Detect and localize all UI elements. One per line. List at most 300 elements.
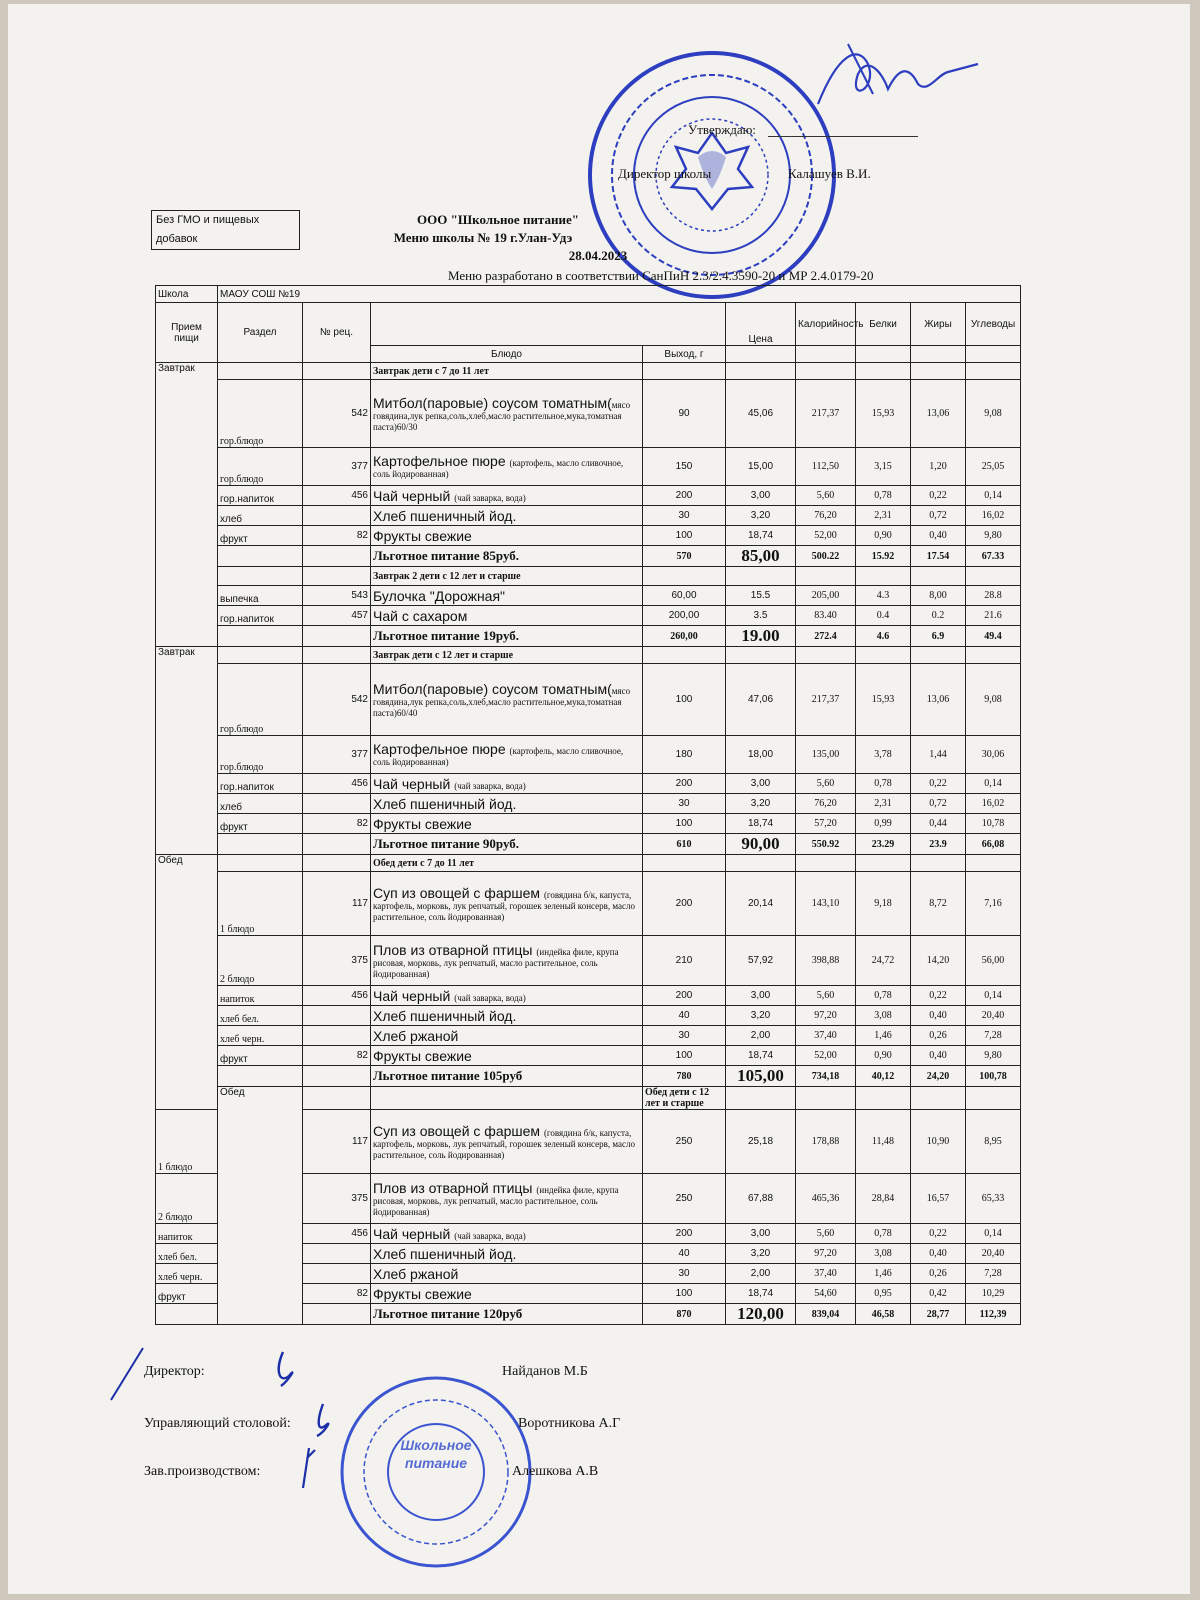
- dish-name: Митбол(паровые) соусом томатным(: [373, 394, 612, 411]
- group-title: Завтрак 2 дети с 12 лет и старше: [371, 567, 643, 586]
- sig-director-name: Найданов М.Б: [502, 1364, 588, 1379]
- carbs-cell: 112,39: [966, 1304, 1021, 1325]
- group-title: Обед дети с 7 до 11 лет: [371, 855, 643, 872]
- carbs-cell: 20,40: [966, 1006, 1021, 1026]
- fat-cell: 8,72: [911, 872, 966, 936]
- dish-cell: [371, 936, 643, 986]
- protein-cell: 15,93: [856, 380, 911, 448]
- section-cell: гор.блюдо: [218, 448, 303, 486]
- fat-cell: 0,40: [911, 1006, 966, 1026]
- output-cell: 570: [643, 546, 726, 567]
- dish-cell: [371, 606, 643, 626]
- dish-ingredients: (говядина б/к, капуста, картофель, морковь, лук репчатый, горошек зеленый консерв, масло растительное, соль йодированная): [373, 889, 635, 922]
- table-row: [156, 586, 1021, 606]
- stamp-text: Школьное питание: [400, 1437, 472, 1471]
- table-row: [156, 794, 1021, 814]
- carbs-cell: 7,28: [966, 1264, 1021, 1284]
- recipe-cell: [303, 834, 371, 855]
- output-cell: 150: [643, 448, 726, 486]
- dish-cell: [371, 1244, 643, 1264]
- group-title: Завтрак дети с 7 до 11 лет: [371, 363, 643, 380]
- calories-cell: 76,20: [796, 506, 856, 526]
- output-cell: 780: [643, 1066, 726, 1087]
- output-cell: 60,00: [643, 586, 726, 606]
- calories-cell: 37,40: [796, 1026, 856, 1046]
- total-row: [156, 546, 1021, 567]
- dish-name: Плов из отварной птицы: [373, 1179, 537, 1196]
- table-row: [156, 986, 1021, 1006]
- calories-cell: 465,36: [796, 1174, 856, 1224]
- carbs-cell: 20,40: [966, 1244, 1021, 1264]
- table-row: [156, 814, 1021, 834]
- protein-cell: 23.29: [856, 834, 911, 855]
- carbs-cell: 16,02: [966, 506, 1021, 526]
- calories-cell: 5,60: [796, 1224, 856, 1244]
- recipe-cell: [303, 1006, 371, 1026]
- table-row: [156, 1006, 1021, 1026]
- dish-name: Чай черный: [373, 775, 455, 792]
- price-cell: 19.00: [726, 626, 796, 647]
- recipe-cell: 456: [303, 774, 371, 794]
- protein-cell: 3,08: [856, 1006, 911, 1026]
- recipe-cell: [303, 1304, 371, 1325]
- dish-cell: [371, 872, 643, 936]
- sig-prod-name: Алешкова А.В: [512, 1464, 599, 1479]
- dish-cell: [371, 1026, 643, 1046]
- carbs-cell: 28.8: [966, 586, 1021, 606]
- calories-cell: 97,20: [796, 1006, 856, 1026]
- signature-marks-icon: [103, 1340, 363, 1500]
- recipe-cell: [303, 1244, 371, 1264]
- carbs-cell: 9,08: [966, 664, 1021, 736]
- fat-cell: 24,20: [911, 1066, 966, 1087]
- dish-cell: [371, 1046, 643, 1066]
- dish-cell: [371, 986, 643, 1006]
- carbs-cell: 10,78: [966, 814, 1021, 834]
- menu-date: 28.04.2023: [568, 248, 628, 263]
- table-row: [156, 380, 1021, 448]
- menu-title: Меню школы № 19 г.Улан-Удэ: [393, 230, 573, 245]
- director-title: Директор школы: [618, 166, 712, 181]
- fat-cell: 16,57: [911, 1174, 966, 1224]
- output-cell: 870: [643, 1304, 726, 1325]
- section-cell: 1 блюдо: [156, 1110, 218, 1174]
- section-cell: 1 блюдо: [218, 872, 303, 936]
- price-cell: 3,20: [726, 794, 796, 814]
- protein-cell: 0,95: [856, 1284, 911, 1304]
- price-cell: 57,92: [726, 936, 796, 986]
- no-gmo-badge: Без ГМО и пищевых добавок: [151, 210, 300, 250]
- protein-cell: 15,93: [856, 664, 911, 736]
- price-cell: 120,00: [726, 1304, 796, 1325]
- group-title: Завтрак дети с 12 лет и старше: [371, 647, 643, 664]
- price-cell: 3,00: [726, 486, 796, 506]
- dish-ingredients: (чай заварка, вода): [454, 992, 526, 1003]
- protein-cell: 0.4: [856, 606, 911, 626]
- fat-cell: 0,72: [911, 794, 966, 814]
- output-cell: 100: [643, 1284, 726, 1304]
- company-stamp-icon: [338, 1374, 534, 1570]
- fat-cell: 1,20: [911, 448, 966, 486]
- recipe-cell: [303, 546, 371, 567]
- protein-cell: 3,78: [856, 736, 911, 774]
- recipe-cell: 82: [303, 526, 371, 546]
- price-cell: 3,20: [726, 1006, 796, 1026]
- table-row: [156, 506, 1021, 526]
- price-cell: 105,00: [726, 1066, 796, 1087]
- calories-cell: 734,18: [796, 1066, 856, 1087]
- output-cell: 30: [643, 1264, 726, 1284]
- table-row: [156, 664, 1021, 736]
- calories-cell: 52,00: [796, 1046, 856, 1066]
- school-label: Школа: [156, 286, 218, 303]
- total-row: [156, 626, 1021, 647]
- fat-cell: 28,77: [911, 1304, 966, 1325]
- section-cell: гор.напиток: [218, 486, 303, 506]
- calories-cell: 57,20: [796, 814, 856, 834]
- section-cell: выпечка: [218, 586, 303, 606]
- section-cell: гор.блюдо: [218, 664, 303, 736]
- dish-name: Фрукты свежие: [373, 815, 472, 832]
- dish-ingredients: (чай заварка, вода): [454, 492, 526, 503]
- calories-cell: 205,00: [796, 586, 856, 606]
- total-row: [156, 834, 1021, 855]
- protein-cell: 0,78: [856, 774, 911, 794]
- price-cell: 67,88: [726, 1174, 796, 1224]
- dish-ingredients: мясо говядина,лук репка,соль,хлеб,масло растительное,мука,томатная паста)60/40: [373, 685, 631, 718]
- fat-cell: 23.9: [911, 834, 966, 855]
- total-label: Льготное питание 85руб.: [371, 546, 643, 567]
- dish-name: Фрукты свежие: [373, 527, 472, 544]
- fat-cell: 0,22: [911, 1224, 966, 1244]
- output-cell: 100: [643, 664, 726, 736]
- fat-cell: 0,40: [911, 1046, 966, 1066]
- fat-cell: 0,26: [911, 1026, 966, 1046]
- school-name: МАОУ СОШ №19: [218, 286, 1021, 303]
- carbs-cell: 100,78: [966, 1066, 1021, 1087]
- calories-cell: 135,00: [796, 736, 856, 774]
- total-label: Льготное питание 90руб.: [371, 834, 643, 855]
- meal-breakfast-1: Завтрак: [156, 363, 218, 647]
- col-carbs: Углеводы: [966, 303, 1021, 346]
- recipe-cell: [303, 1026, 371, 1046]
- dish-name: Митбол(паровые) соусом томатным(: [373, 680, 612, 697]
- dish-cell: [371, 1174, 643, 1224]
- dish-ingredients: (говядина б/к, капуста, картофель, морковь, лук репчатый, горошек зеленый консерв, масло растительное, соль йодированная): [373, 1127, 635, 1160]
- price-cell: 2,00: [726, 1264, 796, 1284]
- section-cell: гор.блюдо: [218, 736, 303, 774]
- calories-cell: 97,20: [796, 1244, 856, 1264]
- price-cell: 3.5: [726, 606, 796, 626]
- protein-cell: 2,31: [856, 794, 911, 814]
- section-cell: фрукт: [218, 814, 303, 834]
- protein-cell: 3,08: [856, 1244, 911, 1264]
- fat-cell: 0,40: [911, 526, 966, 546]
- fat-cell: 0,22: [911, 986, 966, 1006]
- recipe-cell: 82: [303, 814, 371, 834]
- dish-name: Картофельное пюре: [373, 453, 510, 469]
- price-cell: 45,06: [726, 380, 796, 448]
- output-cell: 40: [643, 1006, 726, 1026]
- col-section: Раздел: [218, 303, 303, 363]
- section-cell: хлеб черн.: [218, 1026, 303, 1046]
- menu-table: [155, 285, 1021, 1325]
- calories-cell: 54,60: [796, 1284, 856, 1304]
- price-cell: 18,74: [726, 814, 796, 834]
- dish-cell: [371, 448, 643, 486]
- calories-cell: 37,40: [796, 1264, 856, 1284]
- dish-name: Чай черный: [373, 487, 455, 504]
- table-row: [156, 526, 1021, 546]
- protein-cell: 24,72: [856, 936, 911, 986]
- section-cell: фрукт: [218, 1046, 303, 1066]
- protein-cell: 3,15: [856, 448, 911, 486]
- table-row: [156, 486, 1021, 506]
- dish-ingredients: мясо говядина,лук репка,соль,хлеб,масло растительное,мука,томатная паста)60/30: [373, 399, 631, 432]
- document-page: [8, 4, 1190, 1594]
- dish-cell: [371, 1284, 643, 1304]
- fat-cell: 0,40: [911, 1244, 966, 1264]
- dish-cell: [371, 736, 643, 774]
- calories-cell: 5,60: [796, 774, 856, 794]
- fat-cell: 10,90: [911, 1110, 966, 1174]
- dish-ingredients: (картофель, масло сливочное, соль йодированная): [373, 458, 624, 479]
- dish-ingredients: (чай заварка, вода): [454, 780, 526, 791]
- recipe-cell: [303, 506, 371, 526]
- approve-label: Утверждаю:: [688, 122, 756, 137]
- carbs-cell: 0,14: [966, 1224, 1021, 1244]
- carbs-cell: 9,80: [966, 1046, 1021, 1066]
- calories-cell: 272.4: [796, 626, 856, 647]
- output-cell: 40: [643, 1244, 726, 1264]
- section-cell: фрукт: [218, 526, 303, 546]
- sig-manager-label: Управляющий столовой:: [144, 1416, 291, 1431]
- section-cell: напиток: [156, 1224, 218, 1244]
- calories-cell: 178,88: [796, 1110, 856, 1174]
- price-cell: 18,74: [726, 1046, 796, 1066]
- director-signature-icon: [788, 34, 988, 124]
- group-title: Обед дети с 12 лет и старше: [643, 1087, 726, 1110]
- dish-cell: [371, 794, 643, 814]
- output-cell: 180: [643, 736, 726, 774]
- table-row: [156, 448, 1021, 486]
- calories-cell: 839,04: [796, 1304, 856, 1325]
- dish-name: Хлеб пшеничный йод.: [373, 507, 517, 524]
- director-name: Калашуев В.И.: [788, 166, 871, 181]
- dish-cell: [371, 1110, 643, 1174]
- carbs-cell: 8,95: [966, 1110, 1021, 1174]
- recipe-cell: 457: [303, 606, 371, 626]
- carbs-cell: 49.4: [966, 626, 1021, 647]
- price-cell: 18,74: [726, 526, 796, 546]
- dish-cell: [371, 664, 643, 736]
- output-cell: 250: [643, 1174, 726, 1224]
- price-cell: 3,20: [726, 1244, 796, 1264]
- protein-cell: 0,78: [856, 486, 911, 506]
- fat-cell: 0,44: [911, 814, 966, 834]
- carbs-cell: 10,29: [966, 1284, 1021, 1304]
- dish-name: Хлеб пшеничный йод.: [373, 795, 517, 812]
- recipe-cell: 456: [303, 1224, 371, 1244]
- recipe-cell: 375: [303, 1174, 371, 1224]
- total-label: Льготное питание 19руб.: [371, 626, 643, 647]
- price-cell: 47,06: [726, 664, 796, 736]
- company-name: ООО "Школьное питание": [417, 212, 579, 227]
- meal-lunch-1: Обед: [156, 855, 218, 1110]
- calories-cell: 217,37: [796, 380, 856, 448]
- table-row: [156, 1046, 1021, 1066]
- carbs-cell: 65,33: [966, 1174, 1021, 1224]
- dish-name: Хлеб ржаной: [373, 1027, 459, 1044]
- recipe-cell: [303, 626, 371, 647]
- protein-cell: 1,46: [856, 1026, 911, 1046]
- price-cell: 18,00: [726, 736, 796, 774]
- dish-name: Суп из овощей с фаршем: [373, 1122, 544, 1139]
- section-cell: [218, 546, 303, 567]
- carbs-cell: 7,28: [966, 1026, 1021, 1046]
- dish-ingredients: (индейка филе, крупа рисовая, морковь, лук репчатый, масло растительное, соль йодированная): [373, 946, 619, 979]
- recipe-cell: 456: [303, 486, 371, 506]
- dish-cell: [371, 1264, 643, 1284]
- col-dish: Блюдо: [371, 346, 643, 363]
- price-cell: 18,74: [726, 1284, 796, 1304]
- protein-cell: 40,12: [856, 1066, 911, 1087]
- recipe-cell: 117: [303, 1110, 371, 1174]
- dish-name: Фрукты свежие: [373, 1285, 472, 1302]
- dish-cell: [371, 486, 643, 506]
- recipe-cell: [303, 794, 371, 814]
- dish-ingredients: (чай заварка, вода): [454, 1230, 526, 1241]
- dish-cell: [371, 1224, 643, 1244]
- carbs-cell: 21.6: [966, 606, 1021, 626]
- output-cell: 30: [643, 794, 726, 814]
- price-cell: 20,14: [726, 872, 796, 936]
- section-cell: хлеб бел.: [156, 1244, 218, 1264]
- price-cell: 3,00: [726, 986, 796, 1006]
- calories-cell: 217,37: [796, 664, 856, 736]
- calories-cell: 112,50: [796, 448, 856, 486]
- fat-cell: 0,72: [911, 506, 966, 526]
- recipe-cell: 82: [303, 1284, 371, 1304]
- table-row: [156, 736, 1021, 774]
- section-cell: 2 блюдо: [218, 936, 303, 986]
- dish-name: Хлеб пшеничный йод.: [373, 1245, 517, 1262]
- dish-name: Булочка "Дорожная": [373, 587, 506, 604]
- calories-cell: 143,10: [796, 872, 856, 936]
- carbs-cell: 0,14: [966, 774, 1021, 794]
- protein-cell: 0,90: [856, 1046, 911, 1066]
- output-cell: 30: [643, 1026, 726, 1046]
- fat-cell: 1,44: [911, 736, 966, 774]
- sig-director-label: Директор:: [144, 1364, 205, 1379]
- carbs-cell: 0,14: [966, 986, 1021, 1006]
- dish-cell: [371, 506, 643, 526]
- fat-cell: 0.2: [911, 606, 966, 626]
- fat-cell: 17.54: [911, 546, 966, 567]
- price-cell: 15.5: [726, 586, 796, 606]
- protein-cell: 0,78: [856, 1224, 911, 1244]
- output-cell: 100: [643, 814, 726, 834]
- price-cell: 90,00: [726, 834, 796, 855]
- carbs-cell: 9,80: [966, 526, 1021, 546]
- calories-cell: 550.92: [796, 834, 856, 855]
- section-cell: [156, 1304, 218, 1325]
- table-row: [156, 774, 1021, 794]
- recipe-cell: 375: [303, 936, 371, 986]
- col-fat: Жиры: [911, 303, 966, 346]
- protein-cell: 46,58: [856, 1304, 911, 1325]
- total-row: [156, 1066, 1021, 1087]
- sig-manager-name: Воротникова А.Г: [518, 1416, 621, 1431]
- protein-cell: 0,90: [856, 526, 911, 546]
- meal-breakfast-2: Завтрак: [156, 647, 218, 855]
- fat-cell: 6.9: [911, 626, 966, 647]
- fat-cell: 8,00: [911, 586, 966, 606]
- col-output: Выход, г: [643, 346, 726, 363]
- output-cell: 200,00: [643, 606, 726, 626]
- calories-cell: 76,20: [796, 794, 856, 814]
- price-cell: 2,00: [726, 1026, 796, 1046]
- section-cell: гор.блюдо: [218, 380, 303, 448]
- section-cell: напиток: [218, 986, 303, 1006]
- recipe-cell: 117: [303, 872, 371, 936]
- protein-cell: 15.92: [856, 546, 911, 567]
- price-cell: 25,18: [726, 1110, 796, 1174]
- section-cell: [218, 834, 303, 855]
- output-cell: 30: [643, 506, 726, 526]
- carbs-cell: 16,02: [966, 794, 1021, 814]
- price-cell: 3,20: [726, 506, 796, 526]
- section-cell: [218, 626, 303, 647]
- section-cell: хлеб: [218, 506, 303, 526]
- dish-name: Чай черный: [373, 1225, 455, 1242]
- carbs-cell: 25,05: [966, 448, 1021, 486]
- fat-cell: 0,22: [911, 486, 966, 506]
- section-cell: хлеб бел.: [218, 1006, 303, 1026]
- table-row: [156, 606, 1021, 626]
- section-cell: хлеб черн.: [156, 1264, 218, 1284]
- output-cell: 610: [643, 834, 726, 855]
- carbs-cell: 67.33: [966, 546, 1021, 567]
- col-protein: Белки: [856, 303, 911, 346]
- sig-prod-label: Зав.производством:: [144, 1464, 261, 1479]
- dish-name: Чай черный: [373, 987, 455, 1004]
- output-cell: 260,00: [643, 626, 726, 647]
- protein-cell: 4.3: [856, 586, 911, 606]
- carbs-cell: 0,14: [966, 486, 1021, 506]
- recipe-cell: 543: [303, 586, 371, 606]
- table-row: [156, 1026, 1021, 1046]
- fat-cell: 13,06: [911, 664, 966, 736]
- price-cell: 85,00: [726, 546, 796, 567]
- carbs-cell: 7,16: [966, 872, 1021, 936]
- dish-cell: [371, 380, 643, 448]
- section-cell: [218, 1066, 303, 1087]
- protein-cell: 0,78: [856, 986, 911, 1006]
- carbs-cell: 9,08: [966, 380, 1021, 448]
- output-cell: 210: [643, 936, 726, 986]
- recipe-cell: 82: [303, 1046, 371, 1066]
- price-cell: 3,00: [726, 1224, 796, 1244]
- dish-name: Плов из отварной птицы: [373, 941, 537, 958]
- section-cell: 2 блюдо: [156, 1174, 218, 1224]
- total-label: Льготное питание 105руб: [371, 1066, 643, 1087]
- dish-ingredients: (картофель, масло сливочное, соль йодированная): [373, 746, 624, 767]
- output-cell: 200: [643, 986, 726, 1006]
- protein-cell: 9,18: [856, 872, 911, 936]
- output-cell: 250: [643, 1110, 726, 1174]
- section-cell: гор.напиток: [218, 606, 303, 626]
